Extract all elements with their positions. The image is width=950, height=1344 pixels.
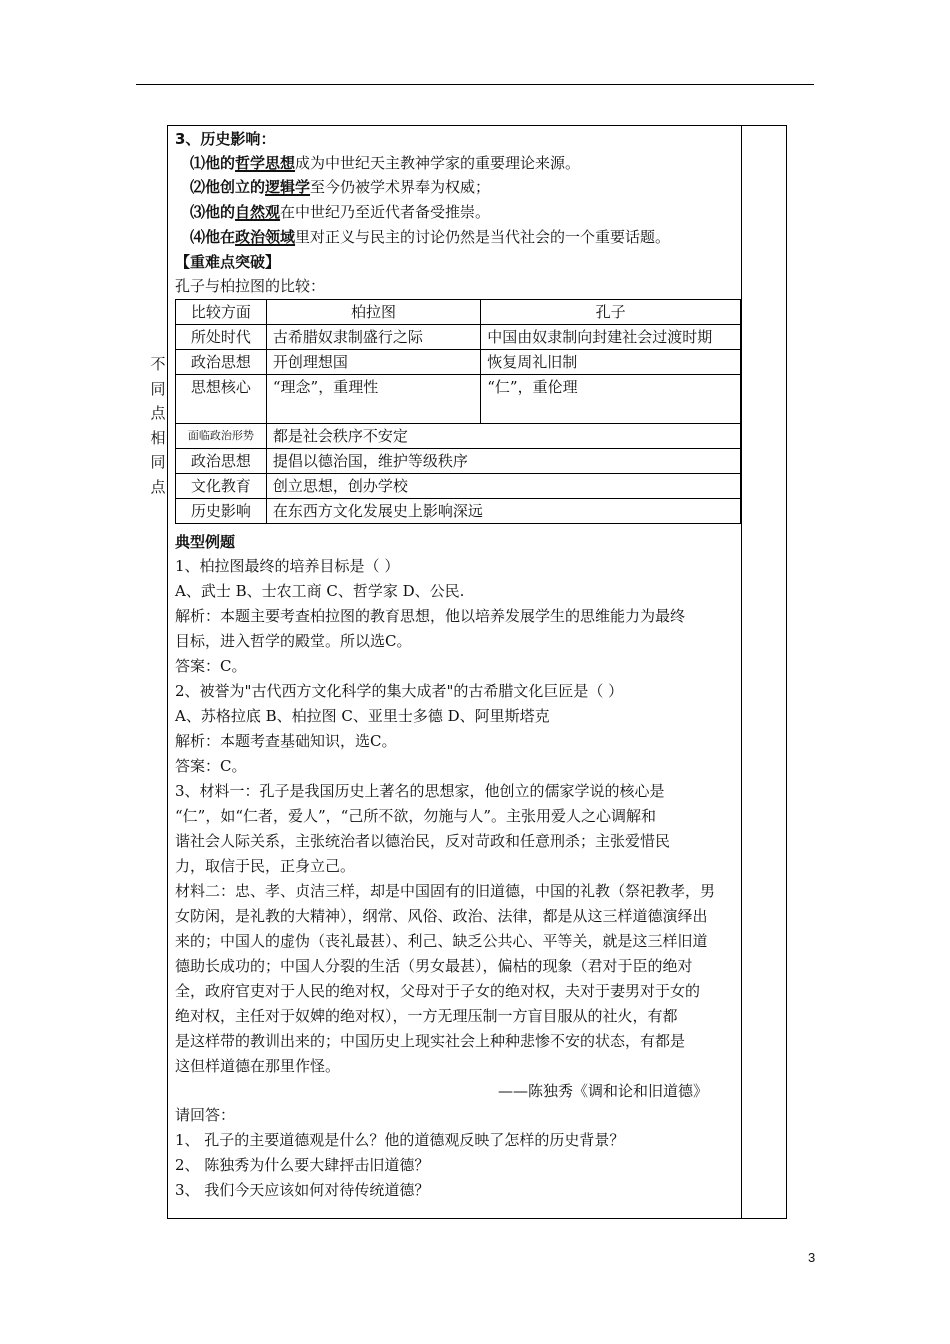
table-cell: 古希腊奴隶制盛行之际	[266, 325, 480, 350]
table-row	[176, 449, 741, 474]
margin-column-divider	[741, 125, 742, 1219]
examples-heading: 典型例题	[175, 533, 236, 551]
example-line: 这但样道德在那里作怪。	[175, 1057, 341, 1075]
table-cell: 面临政治形势	[176, 424, 267, 449]
section-title: 3、历史影响：	[175, 130, 276, 148]
example-line: 女防闲，是礼教的大精神），纲常、风俗、政治、法律，都是从这三样道德演绎出	[175, 907, 708, 925]
table-cell: “仁”，重伦理	[481, 375, 741, 424]
page-number: 3	[808, 1250, 816, 1265]
table-cell: 文化教育	[176, 474, 267, 499]
table-cell: 历史影响	[176, 499, 267, 524]
example-line: A、武士 B、士农工商 C、哲学家 D、公民.	[175, 582, 465, 600]
example-line: 全，政府官吏对于人民的绝对权，父母对于子女的绝对权，夫对于妻男对于女的	[175, 982, 701, 1000]
table-header: 柏拉图	[266, 300, 480, 325]
example-line: A、苏格拉底 B、柏拉图 C、亚里士多德 D、阿里斯塔克	[175, 707, 550, 725]
table-row	[176, 474, 741, 499]
table-cell: 创立思想，创办学校	[266, 474, 740, 499]
example-line: 谐社会人际关系，主张统治者以德治民，反对苛政和任意刑杀；主张爱惜民	[175, 832, 671, 850]
question-item: 3、 我们今天应该如何对待传统道德？	[175, 1181, 430, 1199]
table-header: 比较方面	[176, 300, 267, 325]
material-source: ——陈独秀《调和论和旧道德》	[498, 1082, 709, 1100]
influence-item: ⑶他的自然观在中世纪乃至近代者备受推崇。	[190, 203, 491, 221]
table-row	[176, 350, 741, 375]
example-line: 答案：C。	[175, 657, 247, 675]
example-line: 是这样带的教训出来的；中国历史上现实社会上种种悲惨不安的状态，有都是	[175, 1032, 686, 1050]
influence-item: ⑷他在政治领域里对正义与民主的讨论仍然是当代社会的一个重要话题。	[190, 228, 671, 246]
question-item: 1、 孔子的主要道德观是什么？他的道德观反映了怎样的历史背景？	[175, 1131, 625, 1149]
example-line: 答案：C。	[175, 757, 247, 775]
question-intro: 请回答：	[175, 1106, 236, 1124]
breakthrough-heading: 【重难点突破】	[175, 253, 281, 271]
example-line: 1、柏拉图最终的培养目标是（ ）	[175, 557, 400, 575]
influence-item: ⑴他的哲学思想成为中世纪天主教神学家的重要理论来源。	[190, 154, 581, 172]
table-row	[176, 325, 741, 350]
example-line: 2、被誉为"古代西方文化科学的集大成者"的古希腊文化巨匠是（ ）	[175, 682, 624, 700]
question-item: 2、 陈独秀为什么要大肆抨击旧道德？	[175, 1156, 430, 1174]
example-line: “仁”，如“仁者，爱人”，“己所不欲，勿施与人”。主张用爱人之心调解和	[175, 807, 657, 825]
table-cell: 所处时代	[176, 325, 267, 350]
compare-intro: 孔子与柏拉图的比较：	[175, 277, 326, 295]
table-cell: 提倡以德治国，维护等级秩序	[266, 449, 740, 474]
table-cell: “理念”，重理性	[266, 375, 480, 424]
example-line: 目标，进入哲学的殿堂。所以选C。	[175, 632, 412, 650]
example-line: 解析：本题主要考查柏拉图的教育思想，他以培养发展学生的思维能力为最终	[175, 607, 686, 625]
example-line: 材料二：忠、孝、贞洁三样，却是中国固有的旧道德，中国的礼教（祭祀教孝，男	[175, 882, 716, 900]
table-cell: 思想核心	[176, 375, 267, 424]
table-row	[176, 424, 741, 449]
table-cell: 中国由奴隶制向封建社会过渡时期	[481, 325, 741, 350]
table-header: 孔子	[481, 300, 741, 325]
influence-item: ⑵他创立的逻辑学至今仍被学术界奉为权威；	[190, 178, 491, 196]
table-cell: 在东西方文化发展史上影响深远	[266, 499, 740, 524]
table-cell: 政治思想	[176, 350, 267, 375]
table-row	[176, 375, 741, 424]
table-cell: 恢复周礼旧制	[481, 350, 741, 375]
example-line: 绝对权，主任对于奴婢的绝对权），一方无理压制一方盲目服从的社火，有都	[175, 1007, 678, 1025]
table-cell: 政治思想	[176, 449, 267, 474]
example-line: 力，取信于民，正身立己。	[175, 857, 356, 875]
header-rule	[136, 84, 814, 85]
table-cell: 开创理想国	[266, 350, 480, 375]
example-line: 解析：本题考查基础知识，选C。	[175, 732, 397, 750]
example-line: 3、材料一：孔子是我国历史上著名的思想家，他创立的儒家学说的核心是	[175, 782, 665, 800]
side-label-differences: 不 同 点 相 同 点	[150, 355, 166, 496]
comparison-table	[175, 299, 741, 524]
table-row	[176, 499, 741, 524]
example-line: 来的；中国人的虚伪（丧礼最甚）、利己、缺乏公共心、平等关，就是这三样旧道	[175, 932, 708, 950]
table-header-row	[176, 300, 741, 325]
table-cell: 都是社会秩序不安定	[266, 424, 740, 449]
example-line: 德助长成功的；中国人分裂的生活（男女最甚），偏枯的现象（君对于臣的绝对	[175, 957, 693, 975]
